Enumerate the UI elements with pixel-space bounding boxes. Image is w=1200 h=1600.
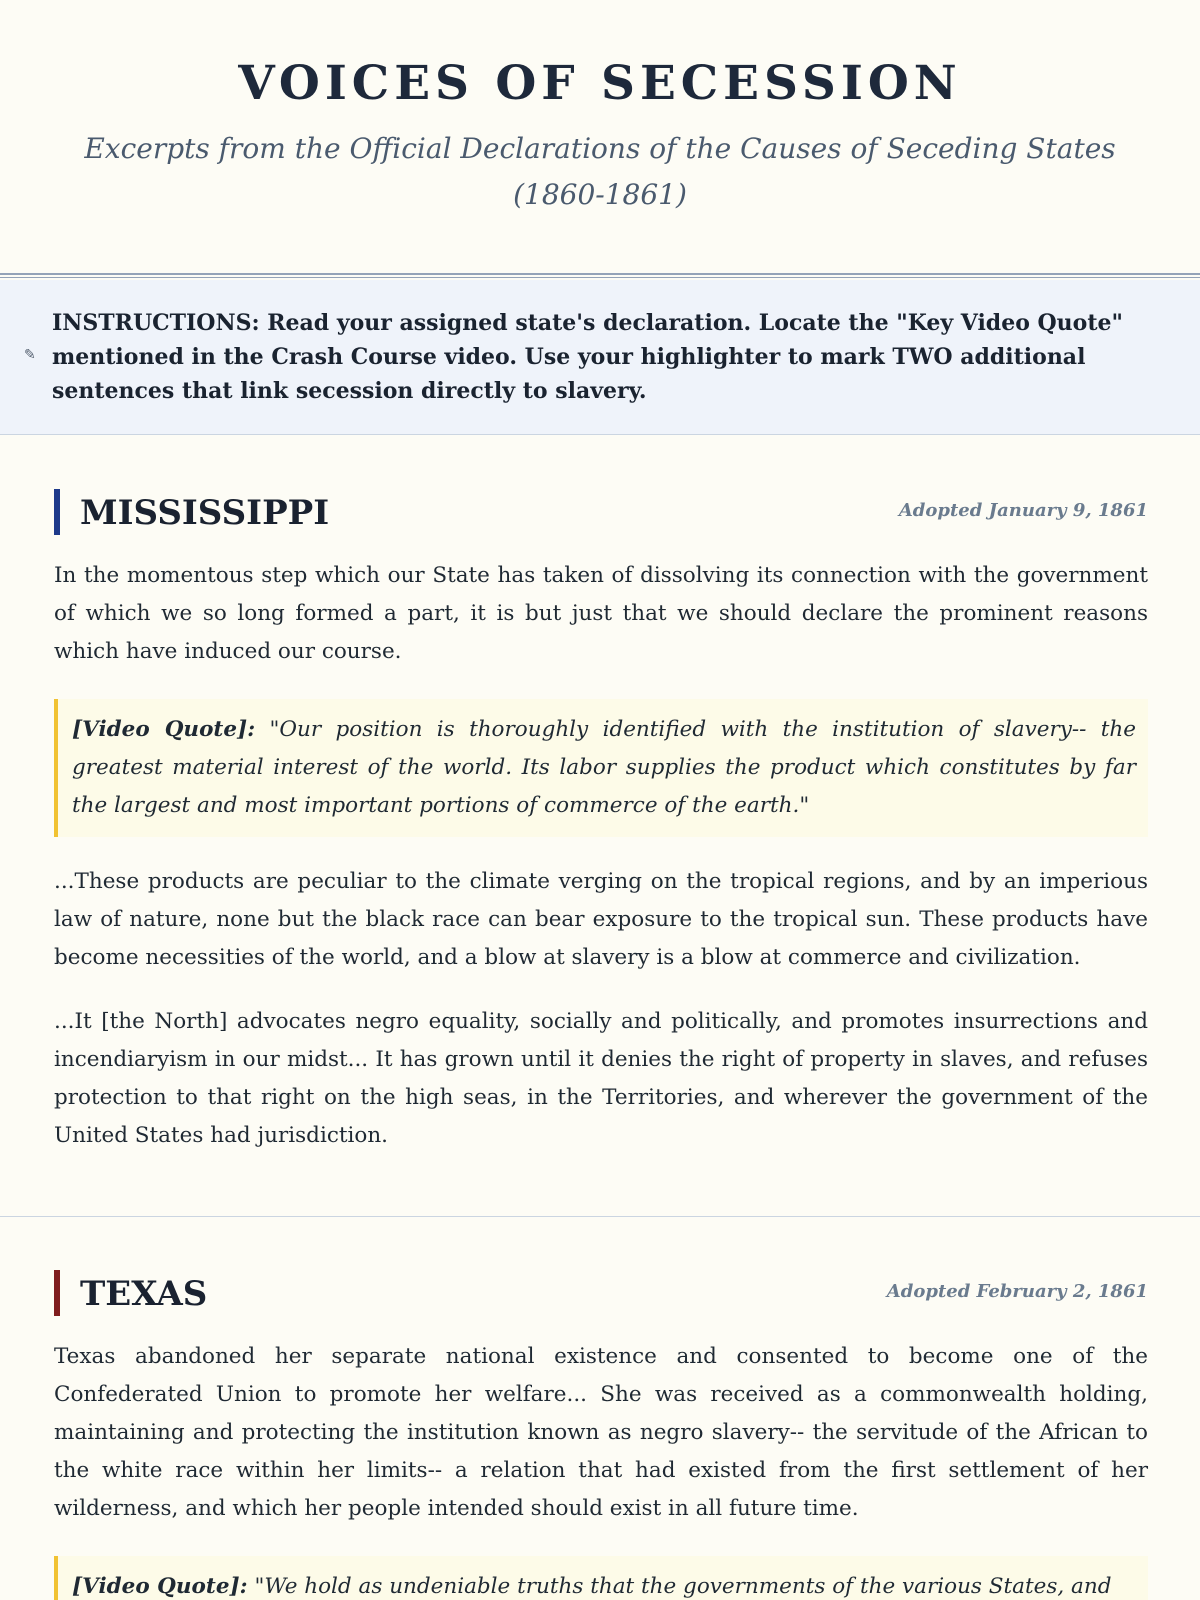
section-divider: [0, 1216, 1200, 1217]
state-name: TEXAS: [80, 1274, 208, 1314]
pencil-icon: ✎: [24, 347, 36, 363]
page-title: VOICES OF SECESSION: [238, 56, 962, 111]
intro-paragraph: In the momentous step which our State has taken of dissolving its connection with the government of which we so long formed a part, it is but just that we should declare the prominent reasons which have induced our course.: [54, 563, 1148, 664]
video-quote: [54, 1556, 1148, 1600]
section-texas: [54, 1270, 1148, 1600]
adoption-date: Adopted February 2, 1861: [886, 1281, 1148, 1302]
section-mississippi: [54, 489, 1148, 1155]
intro-paragraph: Texas abandoned her separate national existence and consented to become one of the Confederated Union to promote her welfare... She was received as a commonwealth holding, maintaining and protecting the institution known as negro slavery-- the servitude of the African to the white race within her limits-- a relation that had existed from the first settlement of her wilderness, and which her people intended should exist in all future time.: [54, 1344, 1148, 1521]
page-header: [0, 0, 1200, 221]
video-quote-text: "Our position is thoroughly identified with the institution of slavery-- the greatest material interest of the world. Its labor supplies the product which constitutes by far the largest and most important portions of commerce of the earth.": [72, 717, 1136, 818]
state-accent-bar: [54, 1270, 60, 1316]
body-paragraph: ...It [the North] advocates negro equality, socially and politically, and promotes insurrections and incendiaryism in our midst... It has grown until it denies the right of property in slaves, and refuses protection to that right on the high seas, in the Territories, and wherever the government of the United States had jurisdiction.: [54, 1009, 1148, 1148]
instructions-text: INSTRUCTIONS: Read your assigned state's declaration. Locate the "Key Video Quote" mentioned in the Crash Course video. Use your highlighter to mark TWO additional sentences that link secession directly to slavery.: [52, 310, 1123, 404]
body-paragraph: ...These products are peculiar to the climate verging on the tropical regions, and by an imperious law of nature, none but the black race can bear exposure to the tropical sun. These products have become necessities of the world, and a blow at slavery is a blow at commerce and civilization.: [54, 869, 1148, 970]
video-quote-label: [Video Quote]:: [72, 1574, 248, 1599]
state-heading: [54, 489, 1148, 537]
video-quote: [54, 699, 1148, 837]
page-subtitle: Excerpts from the Official Declarations of the Causes of Seceding States (1860-1861): [84, 132, 1116, 211]
adoption-date: Adopted January 9, 1861: [898, 500, 1148, 521]
state-accent-bar: [54, 489, 60, 535]
instructions-box: [0, 280, 1200, 435]
header-divider: [0, 273, 1200, 278]
state-name: MISSISSIPPI: [80, 493, 330, 533]
video-quote-text: "We hold as undeniable truths that the governments of the various States, and: [254, 1574, 1112, 1599]
state-heading: [54, 1270, 1148, 1318]
video-quote-label: [Video Quote]:: [72, 717, 256, 742]
